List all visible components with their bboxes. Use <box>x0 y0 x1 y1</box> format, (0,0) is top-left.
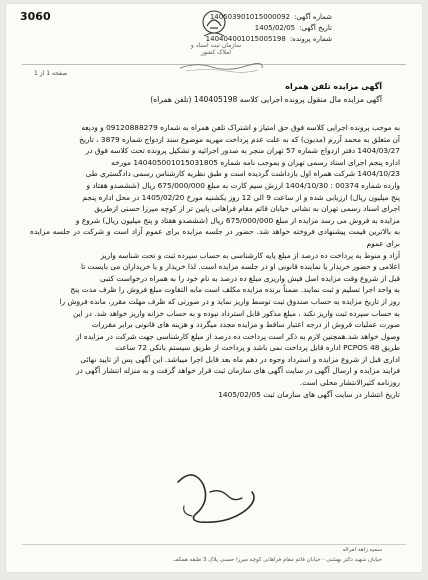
body-line: وصول خواهد شد.همچنین لازم به ذکر است پرداخت ده درصد از مبلغ کارشناسی جهت شرکت در مزایده از <box>75 331 400 341</box>
body-line: اعلامی و حضور خریدار یا نماینده قانونی او در جلسه مزایده است. لذا خریدار و یا خریداران می بایست تا <box>81 262 400 272</box>
notice-page <box>6 4 422 572</box>
body-line: آزاد و منوط به پرداخت ده درصد از مبلغ پایه کارشناسی به حساب سپرده ثبت و تحت شناسه واریز <box>100 250 400 260</box>
body-line: طریق 48 PCPOS اداره قابل پرداخت نمی باشد و پرداخت از طریق سیستم بانکی 72 ساعت <box>115 343 400 353</box>
body-line: به حساب سپرده ثبت واریز نکند ، مبلغ مذکور قابل استرداد نبوده و به حساب خزانه واریز خواهد شد. در این <box>73 308 400 318</box>
meta-ad-number: شماره آگهی:140503901015000092 <box>209 13 332 21</box>
body-line: 1404/10/23 شرکت همراه اول بازداشت گردیده است و طبق نظریه کارشناس رسمی دادگستری طی <box>85 169 400 179</box>
signer-name: سمیه زاهد امراله <box>342 547 382 553</box>
body-line: به واحد اجرا تسلیم و ثبت نمایند. ضمناً برنده مزایده مکلف است مابه التفاوت مبلغ فروش را ظرف مدت پنج <box>70 285 400 295</box>
body-line: روز از تاریخ مزایده به حساب صندوق ثبت توسط واریز نماید و در صورتی که ظرف مهلت مقرر، مانده فروش را <box>59 296 400 306</box>
body-line: به موجب پرونده اجرایی کلاسه فوق حق امتیاز و اشتراک تلفن همراه به شماره 09120888279 و ودیعه <box>81 123 400 132</box>
body-line: پنج میلیون ریال) ارزیابی شده و از ساعت 9 الی 12 روز یکشنبه مورخ 1405/02/20 در محل اداره پنجم <box>82 192 400 202</box>
body-line: اداره پنجم اجرای اسناد رسمی تهران و بموجب نامه شماره 140405001015031805 مورخه <box>111 157 400 167</box>
office-address: خیابان شهید دکتر بهشتی - خیابان قائم مقام فراهانی کوچه میرزا حسنی پلاک 3 طبقه همکف <box>172 557 382 563</box>
meta-ad-date: تاریخ آگهی:1405/02/05 <box>254 24 332 32</box>
page-number: صفحه 1 از 1 <box>34 70 68 77</box>
notice-subtitle: آگهی مزایده مال منقول پرونده اجرایی کلاسه 140405198 (تلفن همراه) <box>150 95 382 104</box>
body-line: قبل از شروع وقت مزایده اصل فیش واریزی مبلغ ده درصد به نام خود را به همراه درخواست کتبی <box>99 273 400 283</box>
handwritten-signature <box>158 462 278 532</box>
body-line: روزنامه کثیرالانتشار محلی است. <box>299 378 400 388</box>
body-line: فرایند مزایده و ارسال آگهی در سایت آگهی های سازمان ثبت قرار خواهد گرفت و به منزله انتشار آگهی در <box>75 366 400 376</box>
body-line: مزایده به فروش می رسد مزایده از مبلغ 675/000/000 ریال (ششصدو هفتاد و پنج میلیون ریال) شروع و <box>75 215 400 225</box>
notice-meta <box>202 12 332 45</box>
body-line: اداری قبل از شروع مزایده و استرداد وجوه در دهم ماه بعد قابل اجرا میباشد. این آگهی پس از تایید نهائی <box>80 354 400 364</box>
body-line: تاریخ انتشار در سایت آگهی های سازمان ثبت 1405/02/05 <box>218 389 400 399</box>
footer-divider <box>22 544 406 545</box>
body-line: صورت عملیات فروش از درجه اعتبار ساقط و مزایده مجدد میگردد و هزینه های قانونی برابر مقررات <box>91 320 400 330</box>
organization-name: سازمان ثبت اسناد و املاک کشور <box>190 42 242 56</box>
body-line: اجرای اسناد رسمی تهران به نشانی خیابان قائم مقام فراهانی پایین تر از کوچه میرزا حسنی ازطریق <box>94 204 400 214</box>
meta-case-number: شماره پرونده:140404001015005198 <box>205 35 332 43</box>
notice-body <box>30 122 400 400</box>
body-line: 1404/03/27 دفتر ازدواج شماره 57 تهران منجر به صدور اجرائیه و تشکیل پرونده تحت کلاسه فوق در <box>85 146 400 156</box>
registry-banner-logo <box>176 60 266 74</box>
body-line: به بالاترین قیمت پیشنهادی فروخته خواهد شد. حضور در جلسه مزایده برای عموم آزاد است و شرکت در جلسه مزایده برای عموم <box>30 227 400 248</box>
body-line: آن متعلق به محمد آررم (مدیون) که به علت عدم پرداخت مهریه موضوع سند ازدواج شماره 3879 ، تاریخ <box>79 134 400 144</box>
notice-title: آگهی مزایده تلفن همراه <box>285 82 382 91</box>
ad-number: 3060 <box>20 10 51 23</box>
body-line: وارده شماره 00374 : 1404/10/30 ارزش سیم کارت به مبلغ 675/000/000 ریال (ششصدو هفتاد و <box>86 180 400 190</box>
